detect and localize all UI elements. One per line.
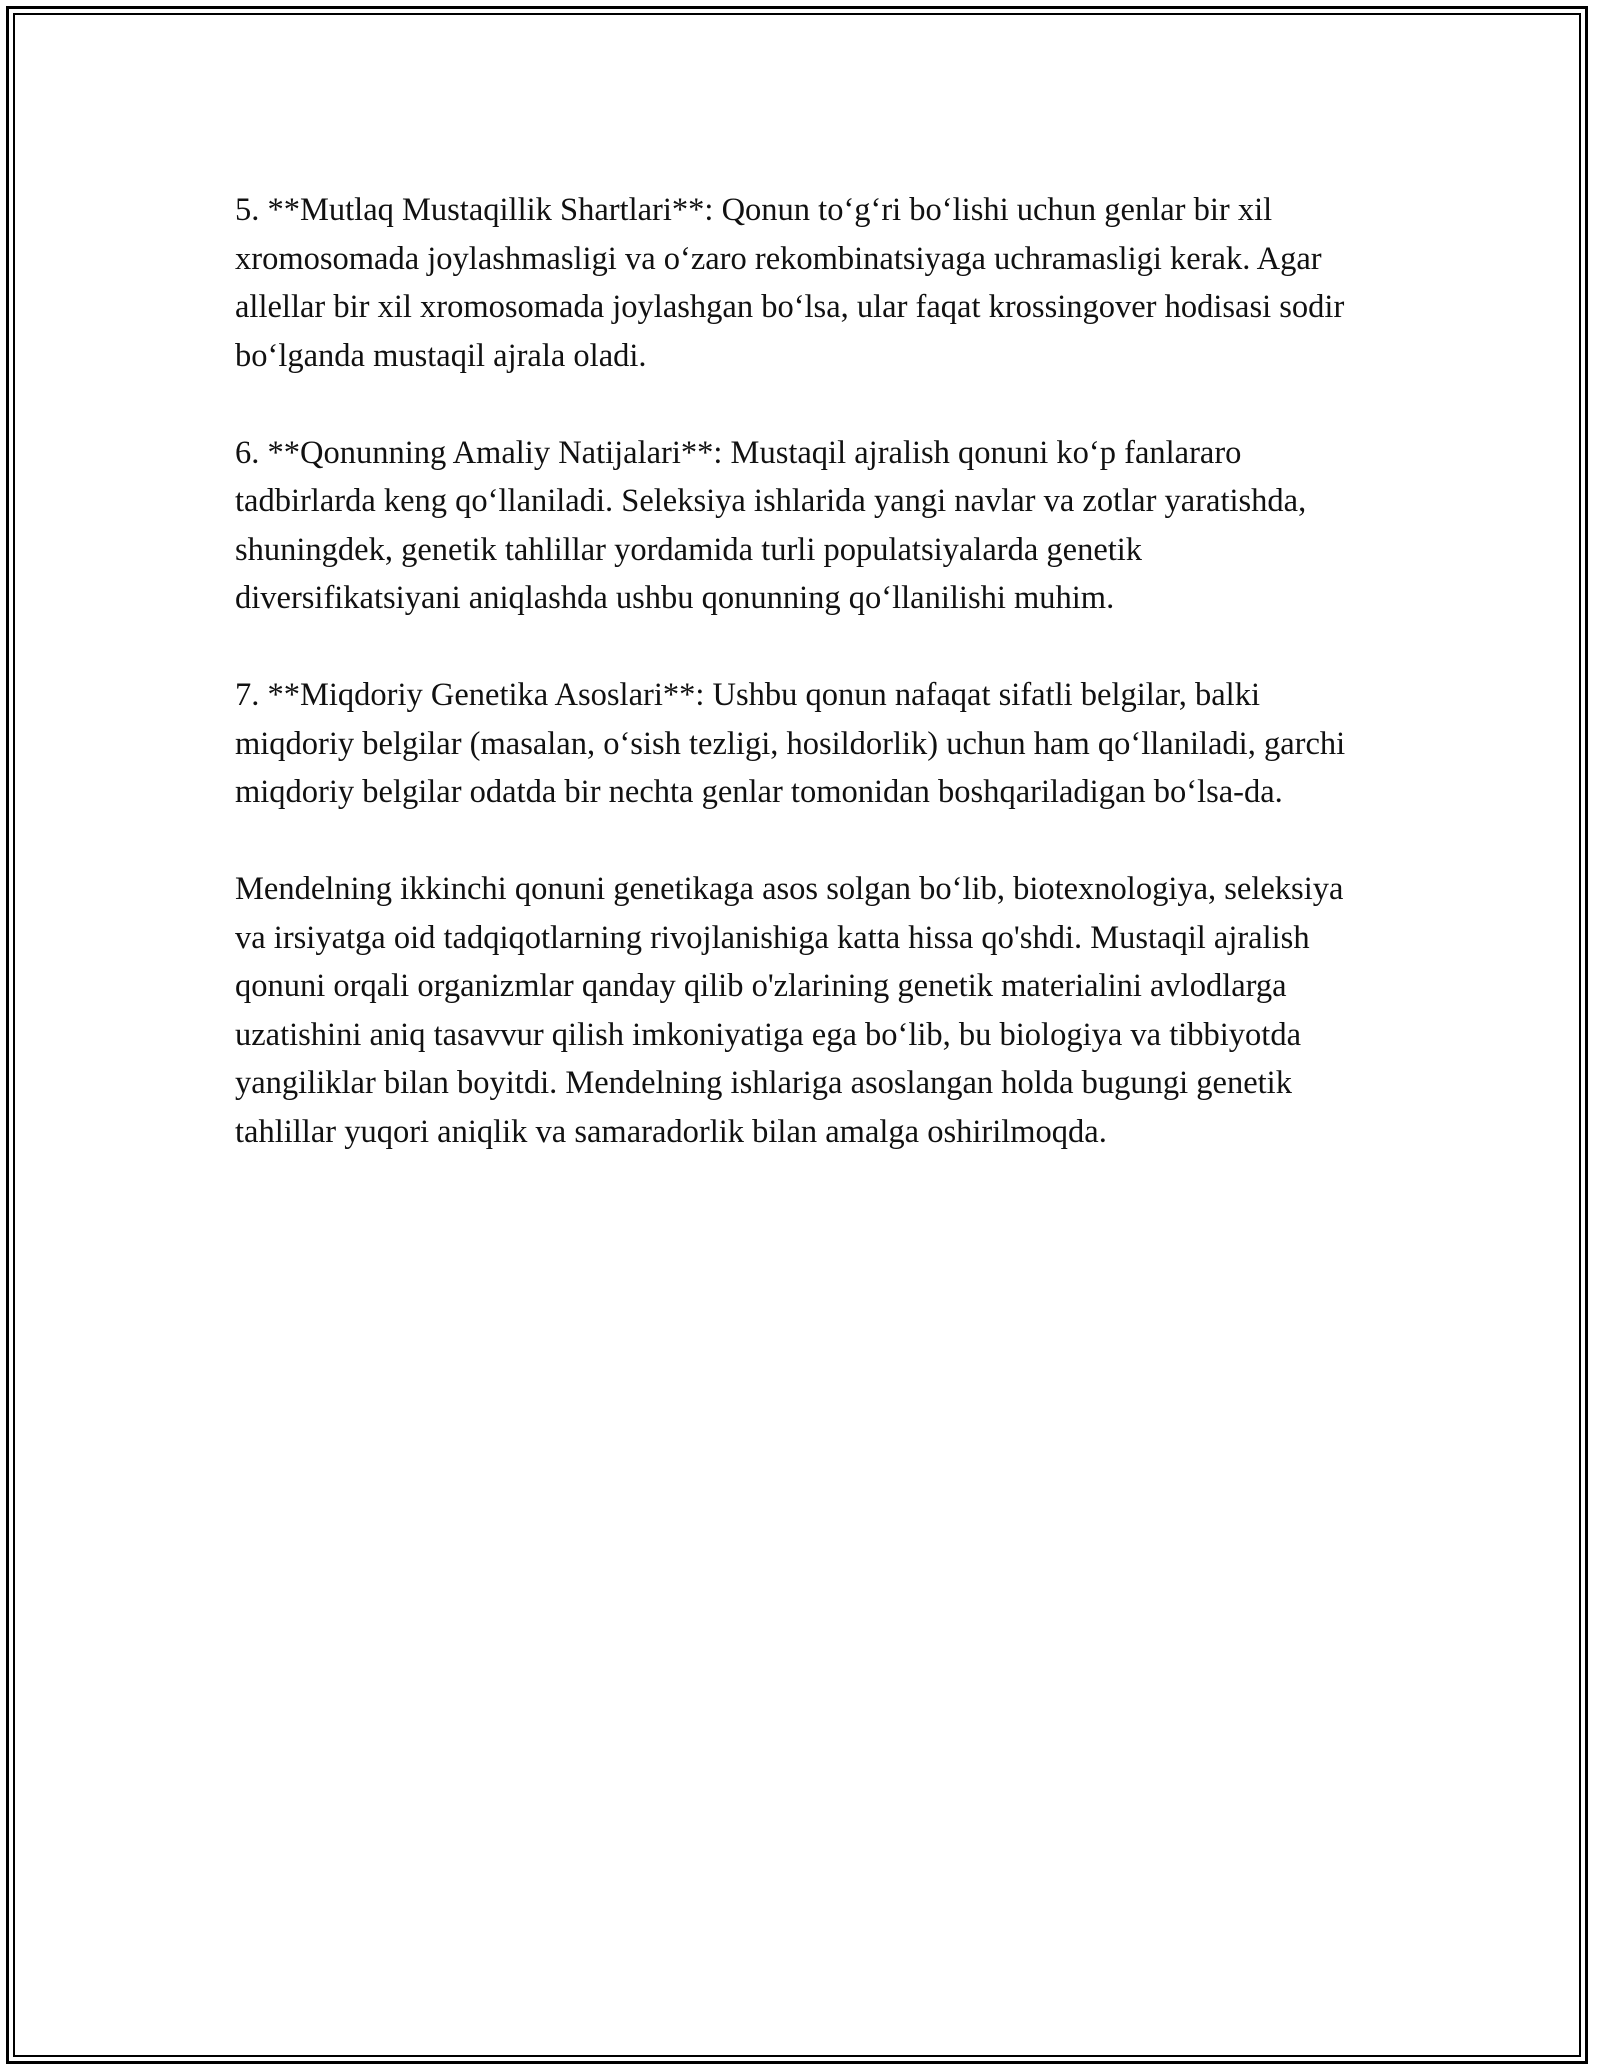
paragraph-mutlaq-mustaqillik: 5. **Mutlaq Mustaqillik Shartlari**: Qonun to‘g‘ri bo‘lishi uchun genlar bir xil xromosomada joylashmasligi va o‘zaro rekombinatsiyaga uchramasligi kerak. Agar allellar bir xil xromosomada joylashgan bo‘lsa, ular faqat krossingover hodisasi sodir bo‘lganda mustaqil ajrala oladi. [235, 192, 1345, 374]
paragraph-miqdoriy-genetika: 7. **Miqdoriy Genetika Asoslari**: Ushbu qonun nafaqat sifatli belgilar, balki miqdoriy belgilar (masalan, o‘sish tezligi, hosildorlik) uchun ham qo‘llaniladi, garchi miqdoriy belgilar odatda bir nechta genlar tomonidan boshqariladigan bo‘lsa-da. [235, 677, 1346, 810]
paragraph-amaliy-natijalari: 6. **Qonunning Amaliy Natijalari**: Mustaqil ajralish qonuni ko‘p fanlararo tadbirlarda keng qo‘llaniladi. Seleksiya ishlarida yangi navlar va zotlar yaratishda, shuningdek, genetik tahlillar yordamida turli populatsiyalarda genetik diversifikatsiyani aniqlashda ushbu qonunning qo‘llanilishi muhim. [235, 434, 1307, 616]
document-body [235, 186, 1375, 1205]
paragraph-conclusion: Mendelning ikkinchi qonuni genetikaga asos solgan bo‘lib, biotexnologiya, seleksiya va irsiyatga oid tadqiqotlarning rivojlanishiga katta hissa qo'shdi. Mustaqil ajralish qonuni orqali organizmlar qanday qilib o'zlarining genetik materialini avlodlarga uzatishini aniq tasavvur qilish imkoniyatiga ega bo‘lib, bu biologiya va tibbiyotda yangiliklar bilan boyitdi. Mendelning ishlariga asoslangan holda bugungi genetik tahlillar yuqori aniqlik va samaradorlik bilan amalga oshirilmoqda. [235, 871, 1344, 1150]
